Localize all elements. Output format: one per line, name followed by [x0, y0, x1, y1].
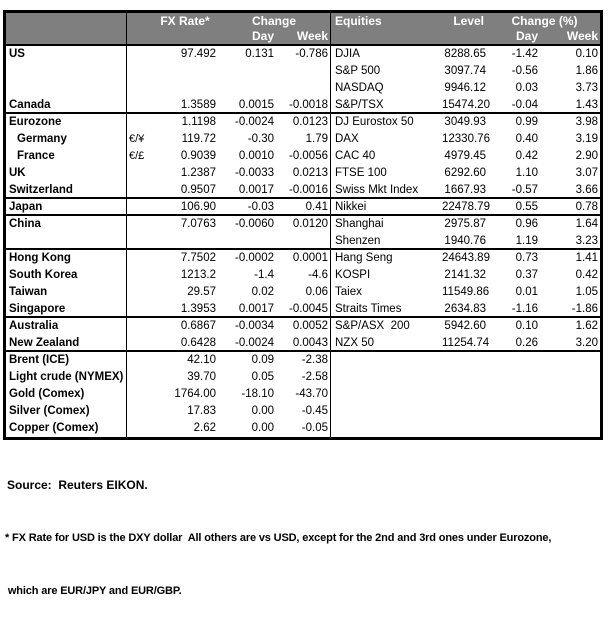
country-label: Gold (Comex)	[9, 388, 85, 400]
table-row	[6, 165, 600, 182]
fx-pair-symbol	[126, 386, 152, 403]
header-equities: Equities	[335, 14, 382, 28]
fx-rate-value: 1764.00	[174, 388, 216, 400]
fx-pair-symbol	[126, 301, 152, 318]
equity-label: S&P 500	[335, 65, 381, 77]
fx-rate-value: 7.0763	[180, 218, 216, 230]
table-row	[6, 284, 600, 301]
fx-rate-value: 7.7502	[180, 252, 216, 264]
fx-pair-symbol	[126, 80, 152, 97]
fx-pair-symbol: €/¥	[129, 133, 145, 145]
equity-label: Swiss Mkt Index	[335, 184, 419, 196]
equity-day-change: 0.01	[515, 286, 538, 298]
country-label: Copper (Comex)	[9, 422, 99, 434]
country-label: Germany	[17, 133, 67, 145]
equity-level: 4979.45	[444, 150, 486, 162]
equity-label	[330, 386, 442, 403]
equity-day-change: 0.40	[515, 133, 538, 145]
fx-day-change: -0.0002	[234, 252, 274, 264]
equity-day-change	[488, 403, 540, 420]
equity-week-change: 1.41	[575, 252, 598, 264]
fx-rate-value: 119.72	[181, 133, 216, 145]
fx-week-change: -0.0045	[288, 303, 328, 315]
table-row	[6, 369, 600, 386]
fx-week-change: -0.45	[301, 405, 328, 417]
fx-week-change: 0.0052	[292, 320, 328, 332]
table-row	[6, 420, 600, 437]
equity-level	[442, 403, 488, 420]
fx-day-change: -0.0034	[234, 320, 274, 332]
header-day-left: Day	[251, 29, 274, 43]
header-change-pct: Change (%)	[511, 14, 578, 28]
country-label: New Zealand	[9, 337, 80, 349]
equity-week-change: 1.86	[575, 65, 598, 77]
equity-day-change	[488, 386, 540, 403]
fx-note-line-2: which are EUR/JPY and EUR/GBP.	[5, 585, 182, 597]
fx-rate-value: 17.83	[187, 405, 216, 417]
equity-level: 3049.93	[444, 116, 486, 128]
table-row	[6, 250, 600, 267]
equity-level	[442, 386, 488, 403]
fx-pair-symbol	[126, 199, 152, 216]
country-label: South Korea	[9, 269, 78, 281]
fx-pair-symbol	[126, 267, 152, 284]
country-label	[6, 80, 126, 97]
fx-day-change: 0.0015	[238, 99, 274, 111]
equity-label: Shanghai	[335, 218, 384, 230]
equity-week-change: 3.73	[575, 82, 598, 94]
equity-level: 2975.87	[444, 218, 486, 230]
fx-week-change: -43.70	[295, 388, 328, 400]
equity-level: 8288.65	[444, 48, 486, 60]
table-row	[6, 63, 600, 80]
equity-week-change: 3.23	[575, 235, 598, 247]
equity-week-change: 3.66	[575, 184, 598, 196]
equity-week-change: 0.78	[575, 201, 598, 213]
equity-day-change: 0.96	[515, 218, 538, 230]
country-label: Taiwan	[9, 286, 48, 298]
fx-rate-value: 2.62	[193, 422, 216, 434]
equity-day-change: 0.10	[515, 320, 538, 332]
fx-week-change: -2.58	[301, 371, 328, 383]
country-label: Canada	[9, 99, 51, 111]
equity-label: NASDAQ	[335, 82, 384, 94]
country-label: Hong Kong	[9, 252, 71, 264]
equity-day-change: 0.55	[515, 201, 538, 213]
equity-day-change: -0.56	[511, 65, 538, 77]
country-label: Light crude (NYMEX)	[9, 371, 124, 383]
equity-week-change: 1.05	[575, 286, 598, 298]
equity-level: 1667.93	[444, 184, 486, 196]
fx-day-change: -0.03	[247, 201, 274, 213]
equity-week-change: 2.90	[575, 150, 598, 162]
fx-day-change: -0.0024	[234, 337, 274, 349]
equity-label: Nikkei	[335, 201, 367, 213]
fx-pair-symbol	[126, 114, 152, 131]
equity-label: Straits Times	[335, 303, 402, 315]
table-row	[6, 46, 600, 63]
fx-pair-symbol	[126, 352, 152, 369]
fx-rate-value: 0.9039	[180, 150, 216, 162]
equity-level: 3097.74	[444, 65, 486, 77]
table-row	[6, 352, 600, 369]
fx-week-change	[276, 63, 330, 80]
equity-label: NZX 50	[335, 337, 374, 349]
fx-day-change: 0.0017	[238, 303, 274, 315]
equity-level: 11549.86	[442, 286, 490, 298]
fx-rate-value: 1.3953	[180, 303, 216, 315]
equity-level: 11254.74	[442, 337, 490, 349]
equity-day-change: 0.73	[515, 252, 538, 264]
equity-level: 12330.76	[442, 133, 490, 145]
table-row	[6, 148, 600, 165]
fx-day-change: -18.10	[241, 388, 274, 400]
fx-week-change	[276, 233, 330, 250]
country-label: Brent (ICE)	[9, 354, 70, 366]
fx-pair-symbol	[126, 250, 152, 267]
country-label: Singapore	[9, 303, 66, 315]
equity-week-change	[540, 369, 601, 386]
equity-day-change: 1.19	[515, 235, 538, 247]
equity-label: Taiex	[335, 286, 362, 298]
fx-rate-value: 42.10	[187, 354, 216, 366]
fx-pair-symbol	[126, 165, 152, 182]
equity-day-change: -1.42	[511, 48, 538, 60]
fx-rate-value: 106.90	[180, 201, 216, 213]
header-day-right: Day	[515, 29, 538, 43]
country-label	[6, 63, 126, 80]
equity-week-change	[540, 420, 601, 437]
equity-week-change: 0.10	[575, 48, 598, 60]
fx-rate-value: 1.2387	[180, 167, 216, 179]
table-row	[6, 199, 600, 216]
equity-week-change: 0.42	[575, 269, 598, 281]
equity-level	[442, 369, 488, 386]
header-change: Change	[251, 14, 296, 28]
table-row	[6, 97, 600, 114]
fx-week-change: -0.05	[301, 422, 328, 434]
fx-rate-value: 0.6428	[180, 337, 216, 349]
fx-day-change: -0.0024	[234, 116, 274, 128]
equity-label: Hang Seng	[335, 252, 393, 264]
fx-day-change: 0.131	[245, 48, 274, 60]
equity-day-change	[488, 420, 540, 437]
fx-pair-symbol	[126, 284, 152, 301]
fx-rate-value: 1213.2	[180, 269, 216, 281]
header-week-right: Week	[566, 29, 598, 43]
label-column-divider	[126, 13, 127, 437]
fx-day-change: 0.0010	[238, 150, 274, 162]
fx-pair-symbol	[126, 369, 152, 386]
table-row	[6, 80, 600, 97]
equity-week-change	[540, 352, 601, 369]
table-row	[6, 114, 600, 131]
equity-week-change: 3.98	[575, 116, 598, 128]
header-week-left: Week	[296, 29, 328, 43]
fx-day-change	[218, 63, 276, 80]
fx-day-change: 0.00	[251, 422, 274, 434]
equity-day-change: 0.99	[515, 116, 538, 128]
equity-level	[442, 420, 488, 437]
fx-pair-symbol	[126, 403, 152, 420]
country-label: China	[9, 218, 41, 230]
fx-rate-value	[152, 63, 218, 80]
equity-label	[330, 403, 442, 420]
fx-week-change: 0.0001	[292, 252, 328, 264]
table-row	[6, 182, 600, 199]
fx-rate-value	[152, 233, 218, 250]
equity-day-change: -1.16	[511, 303, 538, 315]
equity-label: S&P/TSX	[335, 99, 384, 111]
fx-day-change: -0.0060	[234, 218, 274, 230]
table-row	[6, 386, 600, 403]
equity-level: 2634.83	[444, 303, 486, 315]
fx-pair-symbol	[126, 318, 152, 335]
header-level: Level	[453, 14, 484, 28]
fx-pair-symbol	[126, 46, 152, 63]
equity-week-change: 3.20	[575, 337, 598, 349]
equity-day-change: 0.03	[515, 82, 538, 94]
table-body	[6, 46, 600, 437]
equity-day-change	[488, 369, 540, 386]
country-label	[6, 233, 126, 250]
fx-week-change: 0.0043	[292, 337, 328, 349]
fx-day-change: 0.09	[251, 354, 274, 366]
fx-rate-value: 39.70	[187, 371, 216, 383]
fx-day-change: 0.0017	[238, 184, 274, 196]
equity-label: Shenzen	[335, 235, 381, 247]
table-row	[6, 267, 600, 284]
equity-label: CAC 40	[335, 150, 376, 162]
table-half-divider	[330, 13, 331, 437]
equity-day-change: 0.37	[515, 269, 538, 281]
equity-level: 22478.79	[442, 201, 490, 213]
country-label: Eurozone	[9, 116, 62, 128]
fx-day-change	[218, 80, 276, 97]
equity-level: 1940.76	[444, 235, 486, 247]
fx-week-change: -0.786	[295, 48, 328, 60]
fx-week-change: 0.41	[305, 201, 328, 213]
equity-label	[330, 352, 442, 369]
country-label: Australia	[9, 320, 59, 332]
equity-level: 9946.12	[444, 82, 486, 94]
equity-week-change: 1.43	[575, 99, 598, 111]
equity-day-change: 0.42	[515, 150, 538, 162]
equity-week-change	[540, 403, 601, 420]
equity-week-change: 1.62	[575, 320, 598, 332]
header-fx-rate: FX Rate*	[160, 14, 210, 28]
fx-day-change: 0.05	[251, 371, 274, 383]
fx-week-change	[276, 80, 330, 97]
equity-day-change: -0.04	[511, 99, 538, 111]
equity-week-change	[540, 386, 601, 403]
equity-week-change: 3.07	[575, 167, 598, 179]
fx-equities-table	[3, 10, 603, 440]
fx-day-change: -1.4	[254, 269, 274, 281]
fx-rate-value: 29.57	[187, 286, 216, 298]
fx-rate-value: 0.9507	[180, 184, 216, 196]
table-row	[6, 335, 600, 352]
fx-pair-symbol	[126, 97, 152, 114]
fx-week-change: 0.06	[305, 286, 328, 298]
equity-day-change: -0.57	[511, 184, 538, 196]
country-label: Silver (Comex)	[9, 405, 90, 417]
fx-rate-value: 1.3589	[180, 99, 216, 111]
equity-week-change: 3.19	[575, 133, 598, 145]
fx-week-change: -2.38	[301, 354, 328, 366]
fx-week-change: 0.0123	[292, 116, 328, 128]
fx-week-change: -0.0016	[288, 184, 328, 196]
fx-pair-symbol	[126, 420, 152, 437]
fx-week-change: 0.0120	[292, 218, 328, 230]
equity-level: 5942.60	[444, 320, 486, 332]
equity-label: DAX	[335, 133, 359, 145]
fx-pair-symbol	[126, 216, 152, 233]
equity-level: 15474.20	[442, 99, 490, 111]
fx-day-change: 0.02	[251, 286, 274, 298]
equity-label	[330, 420, 442, 437]
fx-rate-value: 1.1198	[181, 116, 216, 128]
fx-week-change: -4.6	[308, 269, 328, 281]
source-note: Source: Reuters EIKON.	[7, 478, 148, 492]
table-row	[6, 233, 600, 250]
country-label: Japan	[9, 201, 43, 213]
fx-week-change: -0.0056	[288, 150, 328, 162]
equity-label: S&P/ASX 200	[335, 320, 410, 332]
fx-pair-symbol	[126, 335, 152, 352]
footnotes	[5, 441, 551, 636]
table-row	[6, 318, 600, 335]
table-row	[6, 403, 600, 420]
fx-pair-symbol	[126, 233, 152, 250]
fx-rate-value	[152, 80, 218, 97]
equity-level	[442, 352, 488, 369]
fx-pair-symbol	[126, 63, 152, 80]
equity-week-change: -1.86	[571, 303, 598, 315]
fx-week-change: -0.0018	[288, 99, 328, 111]
fx-rate-value: 0.6867	[180, 320, 216, 332]
equity-label: KOSPI	[335, 269, 371, 281]
country-label: Switzerland	[9, 184, 73, 196]
fx-week-change: 0.0213	[292, 167, 328, 179]
equity-level: 6292.60	[444, 167, 486, 179]
table-header	[6, 13, 600, 46]
fx-pair-symbol	[126, 182, 152, 199]
equity-level: 2141.32	[444, 269, 486, 281]
country-label: France	[17, 150, 55, 162]
table-row	[6, 216, 600, 233]
equity-label	[330, 369, 442, 386]
equity-week-change: 1.64	[575, 218, 598, 230]
fx-day-change: -0.30	[247, 133, 274, 145]
fx-note-line-1: * FX Rate for USD is the DXY dollar All others are vs USD, except for the 2nd and 3rd ones under Eurozone,	[5, 532, 552, 544]
fx-pair-symbol: €/£	[129, 150, 145, 162]
country-label: UK	[9, 167, 26, 179]
country-label: US	[9, 48, 25, 60]
equity-day-change	[488, 352, 540, 369]
table-row	[6, 131, 600, 148]
fx-rate-value: 97.492	[180, 48, 216, 60]
fx-day-change	[218, 233, 276, 250]
table-row	[6, 301, 600, 318]
fx-week-change: 1.79	[305, 133, 328, 145]
equity-label: FTSE 100	[335, 167, 387, 179]
equity-level: 24643.89	[442, 252, 490, 264]
equity-day-change: 1.10	[515, 167, 538, 179]
fx-day-change: 0.00	[251, 405, 274, 417]
equity-label: DJIA	[335, 48, 360, 60]
equity-label: DJ Eurostox 50	[335, 116, 414, 128]
equity-day-change: 0.26	[515, 337, 538, 349]
fx-day-change: -0.0033	[234, 167, 274, 179]
